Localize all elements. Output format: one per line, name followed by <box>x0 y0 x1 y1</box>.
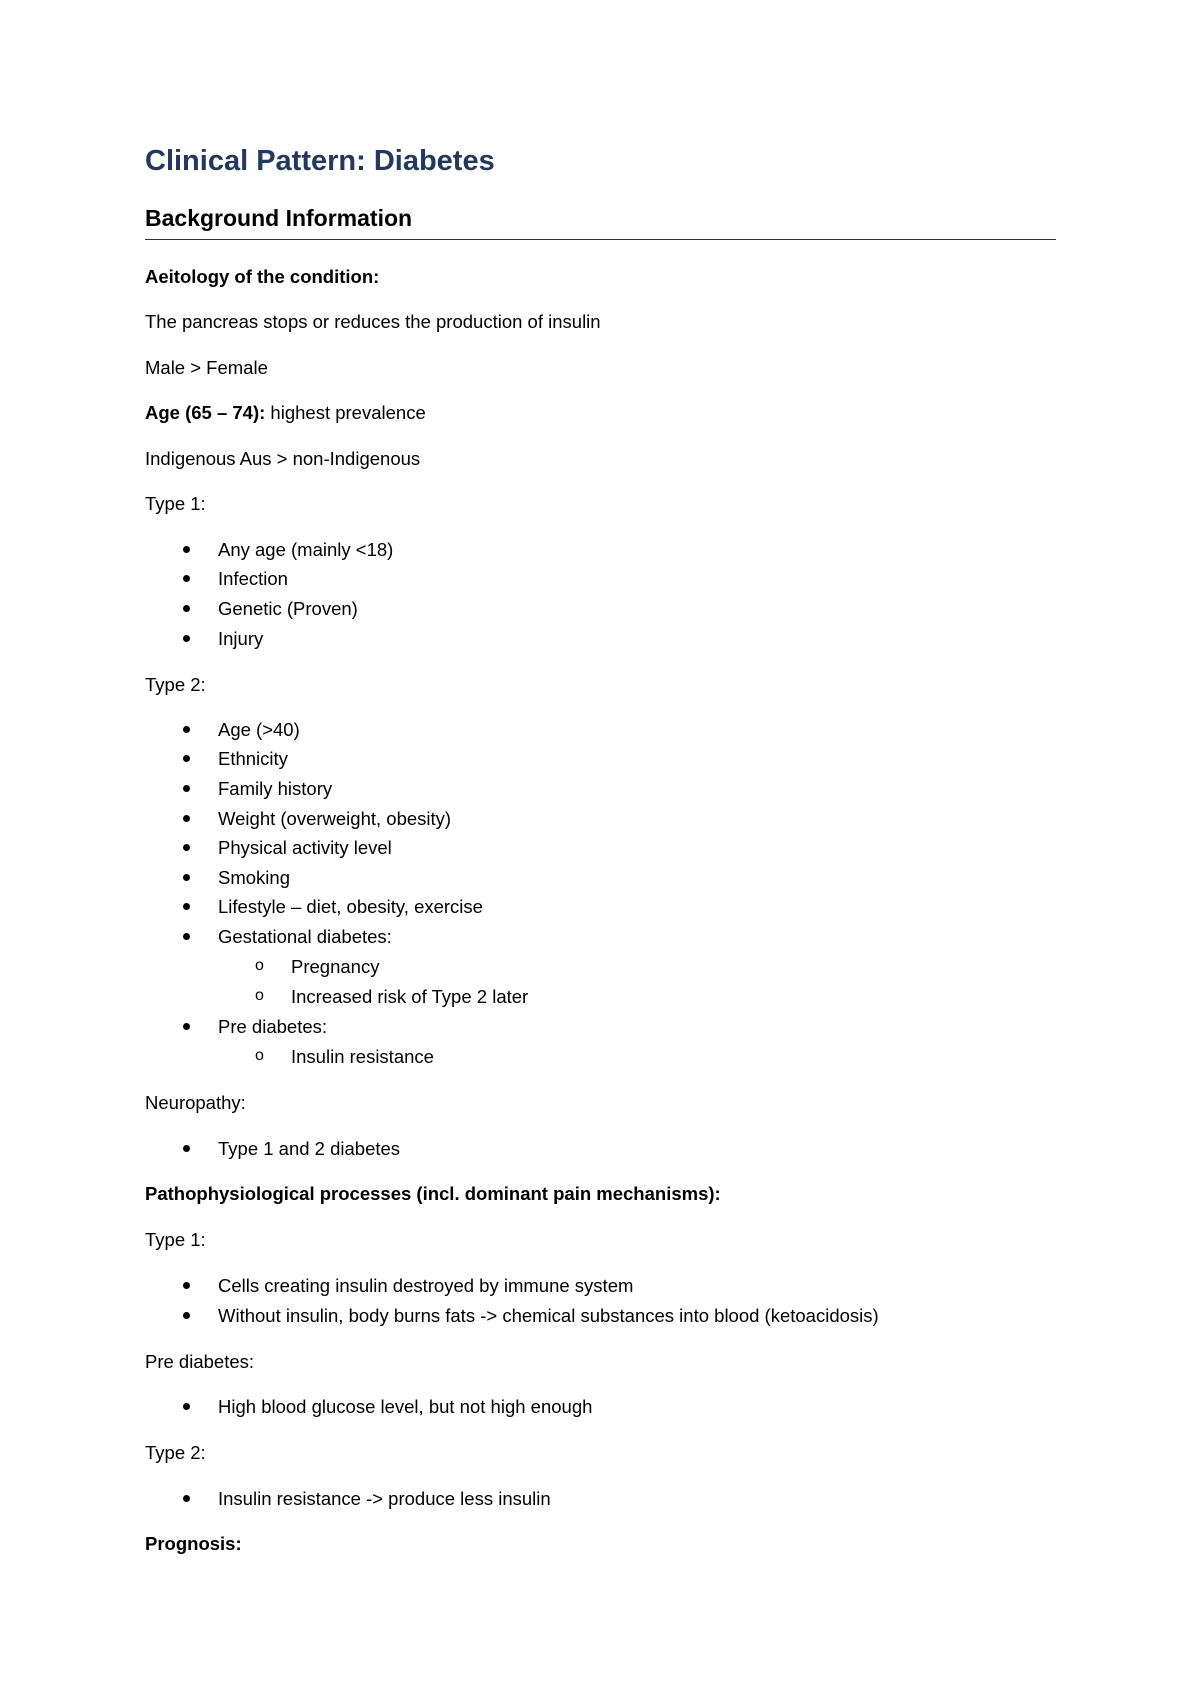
list-item: Ethnicity <box>0 750 1200 774</box>
age-range-text: highest prevalence <box>265 402 426 423</box>
bullet-icon <box>183 1282 190 1289</box>
bullet-icon <box>183 933 190 940</box>
list-item: Pre diabetes: <box>0 1018 1200 1042</box>
bullet-icon <box>183 874 190 881</box>
aetiology-line-indigenous: Indigenous Aus > non-Indigenous <box>145 448 421 469</box>
list-item: Age (>40) <box>0 721 1200 745</box>
patho-type2-label: Type 2: <box>145 1442 206 1463</box>
bullet-icon <box>183 844 190 851</box>
bullet-icon <box>183 1145 190 1152</box>
bullet-icon <box>183 785 190 792</box>
bullet-icon <box>183 1312 190 1319</box>
age-range-label: Age (65 – 74): <box>145 402 266 423</box>
type1-label: Type 1: <box>145 493 206 514</box>
bullet-icon <box>183 635 190 642</box>
aetiology-line-sex: Male > Female <box>145 357 268 378</box>
sub-bullet-icon: o <box>255 987 264 1004</box>
type2-label: Type 2: <box>145 674 206 695</box>
sub-bullet-icon: o <box>255 957 264 974</box>
sub-list-item: o Pregnancy <box>255 956 380 977</box>
patho-prediabetes-label: Pre diabetes: <box>145 1351 255 1372</box>
bullet-icon <box>183 575 190 582</box>
aetiology-line-pancreas: The pancreas stops or reduces the production of insulin <box>145 311 601 332</box>
list-item: Infection <box>0 570 1200 594</box>
list-item: Cells creating insulin destroyed by immune system <box>0 1277 1200 1301</box>
patho-label: Pathophysiological processes (incl. dominant pain mechanisms): <box>145 1183 721 1204</box>
document-title: Clinical Pattern: Diabetes <box>145 145 495 177</box>
list-item: Insulin resistance -> produce less insulin <box>0 1490 1200 1514</box>
section-heading: Background Information <box>145 205 413 231</box>
list-item: Family history <box>0 780 1200 804</box>
bullet-icon <box>183 726 190 733</box>
bullet-icon <box>183 605 190 612</box>
bullet-icon <box>183 1023 190 1030</box>
bullet-icon <box>183 1403 190 1410</box>
aetiology-label: Aeitology of the condition: <box>145 266 380 287</box>
sub-list-item: o Increased risk of Type 2 later <box>255 986 529 1007</box>
heading-underline <box>145 239 1056 240</box>
list-item: Lifestyle – diet, obesity, exercise <box>0 898 1200 922</box>
list-item: Weight (overweight, obesity) <box>0 810 1200 834</box>
list-item: Genetic (Proven) <box>0 600 1200 624</box>
list-item: Smoking <box>0 869 1200 893</box>
sub-bullet-icon: o <box>255 1047 264 1064</box>
patho-type1-label: Type 1: <box>145 1229 206 1250</box>
list-item: Without insulin, body burns fats -> chemical substances into blood (ketoacidosis) <box>0 1307 1200 1331</box>
list-item: Any age (mainly <18) <box>0 541 1200 565</box>
bullet-icon <box>183 815 190 822</box>
aetiology-line-age <box>145 404 426 423</box>
neuropathy-label: Neuropathy: <box>145 1092 246 1113</box>
list-item: Type 1 and 2 diabetes <box>0 1140 1200 1164</box>
list-item: Injury <box>0 630 1200 654</box>
prognosis-label: Prognosis: <box>145 1533 242 1554</box>
bullet-icon <box>183 903 190 910</box>
list-item: Gestational diabetes: <box>0 928 1200 952</box>
list-item: Physical activity level <box>0 839 1200 863</box>
bullet-icon <box>183 755 190 762</box>
bullet-icon <box>183 1495 190 1502</box>
list-item: High blood glucose level, but not high enough <box>0 1398 1200 1422</box>
bullet-icon <box>183 546 190 553</box>
sub-list-item: o Insulin resistance <box>255 1046 434 1067</box>
